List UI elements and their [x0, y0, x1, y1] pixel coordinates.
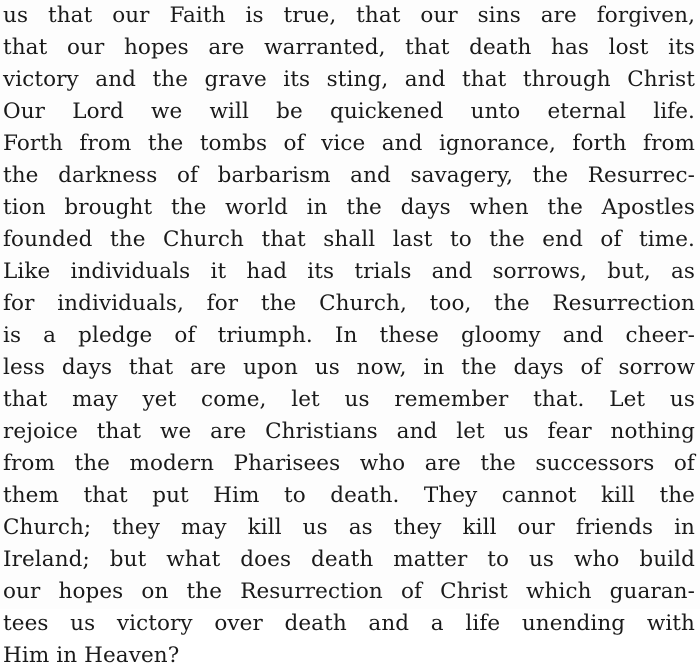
text-line: founded the Church that shall last to the end of time.: [3, 227, 695, 252]
text-line: us that our Faith is true, that our sins are forgiven,: [3, 3, 695, 28]
text-line: tion brought the world in the days when the Apostles: [3, 195, 695, 220]
text-line: for individuals, for the Church, too, the Resurrection: [3, 291, 695, 316]
body-text: [3, 0, 695, 672]
text-line: Like individuals it had its trials and sorrows, but, as: [3, 259, 695, 284]
text-line: victory and the grave its sting, and that through Christ: [3, 67, 695, 92]
text-line: from the modern Pharisees who are the successors of: [3, 451, 695, 476]
text-line: Ireland; but what does death matter to us who build: [3, 547, 695, 572]
text-line: Him in Heaven?: [3, 643, 180, 668]
text-line: our hopes on the Resurrection of Christ which guaran-: [3, 579, 695, 604]
text-line: is a pledge of triumph. In these gloomy and cheer-: [3, 323, 695, 348]
text-line: Forth from the tombs of vice and ignorance, forth from: [3, 131, 695, 156]
text-line: Our Lord we will be quickened unto eternal life.: [3, 99, 695, 124]
text-line: that may yet come, let us remember that. Let us: [3, 387, 695, 412]
text-line: them that put Him to death. They cannot kill the: [3, 483, 695, 508]
text-line: the darkness of barbarism and savagery, the Resurrec-: [3, 163, 695, 188]
text-line: Church; they may kill us as they kill our friends in: [3, 515, 695, 540]
text-line: tees us victory over death and a life unending with: [3, 611, 695, 636]
text-line: less days that are upon us now, in the days of sorrow: [3, 355, 695, 380]
text-line: that our hopes are warranted, that death has lost its: [3, 35, 695, 60]
text-line: rejoice that we are Christians and let us fear nothing: [3, 419, 695, 444]
